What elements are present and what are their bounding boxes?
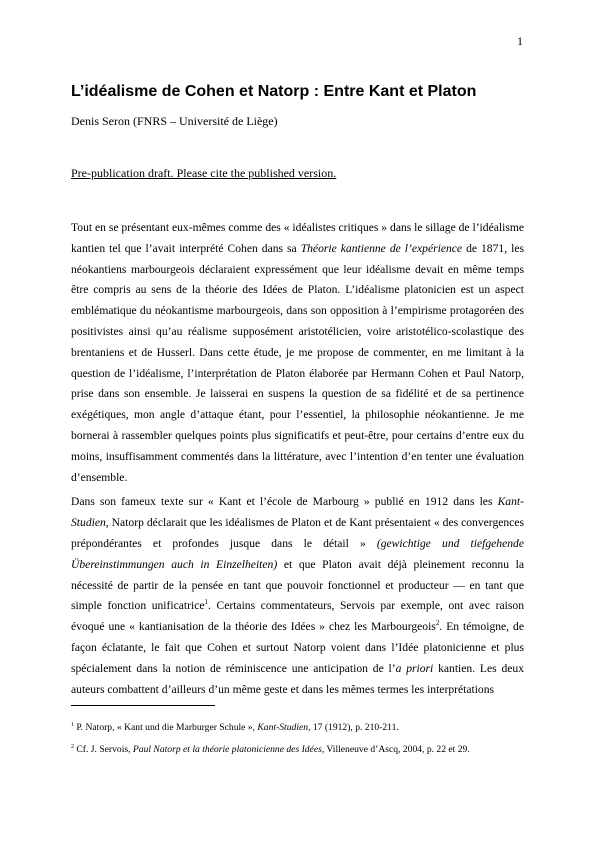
paragraph-2: Dans son fameux texte sur « Kant et l’école de Marbourg » publié en 1912 dans les Kant-Studien, Natorp déclarait que les idéalismes de Platon et de Kant présentaient « des convergences prépondérantes et profondes jusque dans le détail » (gewichtige und tiefgehende Übereinstimmungen auch in Einzelheiten) et que Platon avait déjà pleinement reconnu la nécessité de partir de la pensée en tant que pouvoir fonctionnel et producteur — en tant que simple fonction unificatrice$^1$. Certains commentateurs, Servois par exemple, ont avec raison évoqué une « kantianisation de la théorie des Idées » chez les Marbourgeois$^2$. En témoigne, de façon éclatante, le fait que Cohen et surtout Natorp voient dans l’Idée platonicienne et plus spécialement dans la notion de réminiscence une anticipation de l’a priori kantien. Les deux auteurs combattent d’ailleurs d’un même geste et dans les mêmes termes les interprétations [71,495,525,696]
footnote-number: 1 [71,722,74,728]
paragraph-1: Tout en se présentant eux-mêmes comme des « idéalistes critiques » dans le sillage de l’idéalisme kantien tel que l’avait interprété Cohen dans sa Théorie kantienne de l’expérience de 1871, les néokantiens marbourgeois déclaraient expressément que leur idéalisme devait en même temps être compris au sens de la théorie des Idées de Platon. L’idéalisme platonicien est un aspect emblématique du néokantisme marbourgeois, dans son opposition à l’empirisme protagoréen des positivistes ainsi qu’au réalisme supposément aristotélicien, voire aristotélico-scolastique des brentaniens et de Husserl. Dans cette étude, je me propose de commenter, en me limitant à la question de l’idéalisme, l’interprétation de Platon élaborée par Hermann Cohen et Paul Natorp, prise dans son ensemble. Je laisserai en suspens la question de sa fidélité et de sa pertinence exégétiques, mon angle d’attaque étant, pour l’essentiel, la philosophie néokantienne. Je me bornerai à rassembler quelques points plus significatifs et peut-être, pour certains d’entre eux du moins, insuffisamment commentés dans la littérature, avec l’intention d’en tenter une évaluation d’ensemble. [71,221,524,484]
footnote-separator [71,705,215,706]
article-title: L’idéalisme de Cohen et Natorp : Entre Kant et Platon [71,83,477,100]
footnotes [71,722,524,766]
footnote-number: 2 [71,744,74,750]
footnote-2: $^2$ Cf. J. Servois, Paul Natorp et la théorie platonicienne des Idées, Villeneuve d’Ascq, 2004, p. 22 et 29. [71,744,470,755]
page-number: 1 [517,34,523,48]
footnote-ref-1[interactable]: 1 [204,598,208,607]
footnote-ref-2[interactable]: 2 [435,619,440,628]
draft-notice: Pre-publication draft. Please cite the published version. [71,166,337,180]
footnote-1: $^1$ P. Natorp, « Kant und die Marburger Schule », Kant-Studien, 17 (1912), p. 210-211. [71,722,399,733]
body-text [71,218,524,704]
german-quote-italic: (gewichtige und tiefgehende Übereinstimmungen auch in Einzelheiten) [71,536,524,571]
author-line: Denis Seron (FNRS – Université de Liège) [71,114,278,128]
journal-title-italic: Kant-Studien [71,495,524,530]
book-title-italic: Théorie kantienne de l’expérience [300,241,463,255]
a-priori-italic: a priori [395,661,434,675]
